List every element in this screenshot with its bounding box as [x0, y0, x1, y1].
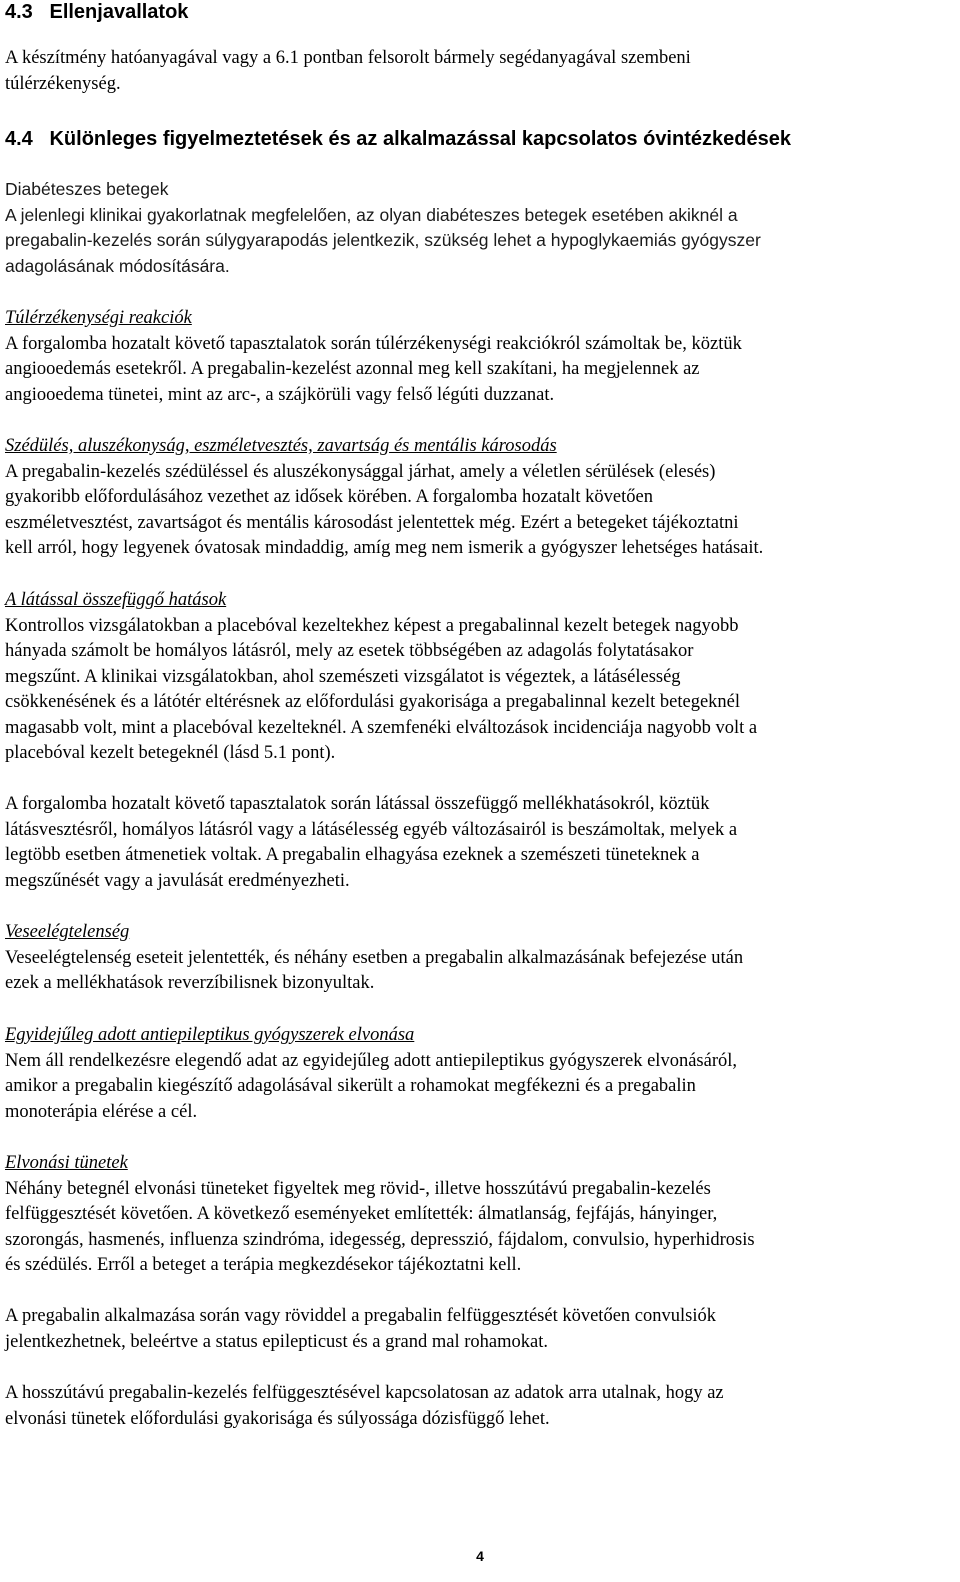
text-line: A hosszútávú pregabalin-kezelés felfüggesztésével kapcsolatosan az adatok arra utalnak, hogy az	[5, 1383, 724, 1403]
subsection-title: Szédülés, aluszékonyság, eszméletvesztés, zavartság és mentális károsodás	[5, 436, 557, 456]
text-line: A forgalomba hozatalt követő tapasztalatok során látással összefüggő mellékhatásokról, köztük	[5, 794, 710, 814]
text-line: placebóval kezelt betegeknél (lásd 5.1 pont).	[5, 743, 336, 763]
subsection-title: Elvonási tünetek	[5, 1153, 128, 1173]
text-line: túlérzékenység.	[5, 73, 121, 94]
text-line: kell arról, hogy legyenek óvatosak mindaddig, amíg meg nem ismerik a gyógyszer lehetséges hatásait.	[5, 538, 764, 558]
section-heading: 4.3 Ellenjavallatok	[5, 1, 189, 23]
text-line: szorongás, hasmenés, influenza szindróma, idegesség, depresszió, fájdalom, convulsio, hyperhidrosis	[5, 1229, 755, 1250]
text-line: hányada számolt be homályos látásról, mely az esetek többségében az adagolás folytatásakor	[5, 641, 694, 661]
text-line: Nem áll rendelkezésre elegendő adat az egyidejűleg adott antiepileptikus gyógyszerek elvonásáról,	[5, 1050, 737, 1071]
text-line: csökkenésének és a látótér eltérésnek az előfordulási gyakorisága a pregabalinnal kezelt betegeknél	[5, 692, 741, 712]
text-line: adagolásának módosítására.	[5, 255, 230, 276]
subsection-title: Egyidejűleg adott antiepileptikus gyógyszerek elvonása	[5, 1025, 415, 1045]
paragraph	[5, 946, 950, 997]
paragraph	[5, 1381, 950, 1432]
text-line: felfüggesztését követően. A következő eseményeket említették: álmatlanság, fejfájás, hányinger,	[5, 1204, 718, 1224]
text-line: ezek a mellékhatások reverzíbilisnek bizonyultak.	[5, 973, 375, 993]
block-convulsions	[5, 1304, 950, 1355]
block-diabetes	[5, 177, 950, 279]
text-line: és szédülés. Erről a beteget a terápia megkezdésekor tájékoztatni kell.	[5, 1255, 522, 1275]
block-renal	[5, 920, 950, 997]
block-long-term-withdrawal	[5, 1381, 950, 1432]
text-line: megszűnését vagy a javulását eredményezheti.	[5, 870, 350, 891]
text-line: angiooedema tünetei, mint az arc-, a szájkörüli vagy felső légúti duzzanat.	[5, 384, 555, 405]
section-4-3	[5, 0, 950, 97]
text-line: A pregabalin-kezelés szédüléssel és aluszékonysággal járhat, amely a véletlen sérülések (elesés)	[5, 461, 716, 482]
paragraph	[5, 1049, 950, 1126]
text-line: A pregabalin alkalmazása során vagy röviddel a pregabalin felfüggesztését követően convulsiók	[5, 1306, 716, 1326]
text-line: pregabalin-kezelés során súlygyarapodás jelentkezik, szükség lehet a hypoglykaemiás gyógyszer	[5, 230, 761, 250]
paragraph	[5, 460, 950, 562]
text-line: Néhány betegnél elvonási tüneteket figyeltek meg rövid-, illetve hosszútávú pregabalin-kezelés	[5, 1178, 711, 1199]
subsection-title: A látással összefüggő hatások	[5, 590, 227, 610]
paragraph	[5, 46, 950, 97]
paragraph	[5, 614, 950, 767]
text-line: látásvesztésről, homályos látásról vagy a látásélesség egyéb változásairól is beszámoltak, melyek a	[5, 819, 738, 840]
block-vision-postmarketing	[5, 792, 950, 894]
text-line: legtöbb esetben átmenetiek voltak. A pregabalin elhagyása ezeknek a szemészeti tüneteknek a	[5, 845, 700, 865]
text-line: angiooedemás esetekről. A pregabalin-kezelést azonnal meg kell szakítani, ha megjelennek az	[5, 359, 700, 379]
text-line: jelentkezhetnek, beleértve a status epilepticust és a grand mal rohamokat.	[5, 1331, 548, 1352]
block-vision	[5, 588, 950, 767]
section-4-4	[5, 127, 950, 151]
text-line: Kontrollos vizsgálatokban a placebóval kezeltekhez képest a pregabalinnal kezelt betegek nagyobb	[5, 615, 739, 636]
text-line: amikor a pregabalin kiegészítő adagolásával sikerült a rohamokat megfékezni és a pregabalin	[5, 1076, 696, 1096]
subsection-title-text: Diabéteszes betegek	[5, 179, 169, 199]
paragraph	[5, 792, 950, 894]
text-line: gyakoribb előfordulásához vezethet az idősek körében. A forgalomba hozatalt követően	[5, 487, 653, 507]
text-line: monoterápia elérése a cél.	[5, 1101, 198, 1122]
text-line: magasabb volt, mint a placebóval kezelteknél. A szemfenéki elváltozások incidenciája nagyobb volt a	[5, 717, 758, 738]
text-line: A jelenlegi klinikai gyakorlatnak megfelelően, az olyan diabéteszes betegek esetében akiknél a	[5, 204, 738, 225]
text-line: A készítmény hatóanyagával vagy a 6.1 pontban felsorolt bármely segédanyagával szembeni	[5, 48, 691, 68]
block-antiepileptic-withdrawal	[5, 1023, 950, 1125]
text-line: Veseelégtelenség eseteit jelentették, és néhány esetben a pregabalin alkalmazásának befejezése után	[5, 947, 744, 968]
block-hypersensitivity	[5, 306, 950, 408]
paragraph	[5, 1304, 950, 1355]
subsection-title	[5, 177, 950, 203]
subsection-title: Túlérzékenységi reakciók	[5, 308, 192, 328]
section-heading: 4.4 Különleges figyelmeztetések és az alkalmazással kapcsolatos óvintézkedések	[5, 128, 791, 150]
block-dizziness	[5, 434, 950, 562]
page-number: 4	[476, 1548, 484, 1564]
paragraph	[5, 332, 950, 409]
text-line: A forgalomba hozatalt követő tapasztalatok során túlérzékenységi reakciókról számoltak be, köztük	[5, 333, 742, 354]
block-withdrawal-symptoms	[5, 1151, 950, 1279]
paragraph	[5, 1177, 950, 1279]
text-line: elvonási tünetek előfordulási gyakorisága és súlyossága dózisfüggő lehet.	[5, 1408, 550, 1429]
paragraph	[5, 203, 950, 280]
subsection-title: Veseelégtelenség	[5, 922, 130, 942]
text-line: megszűnt. A klinikai vizsgálatokban, ahol szemészeti vizsgálatot is végeztek, a látásélesség	[5, 666, 681, 687]
text-line: eszméletvesztést, zavartságot és mentális károsodást jelentettek még. Ezért a betegeket tájékoztatni	[5, 512, 739, 533]
